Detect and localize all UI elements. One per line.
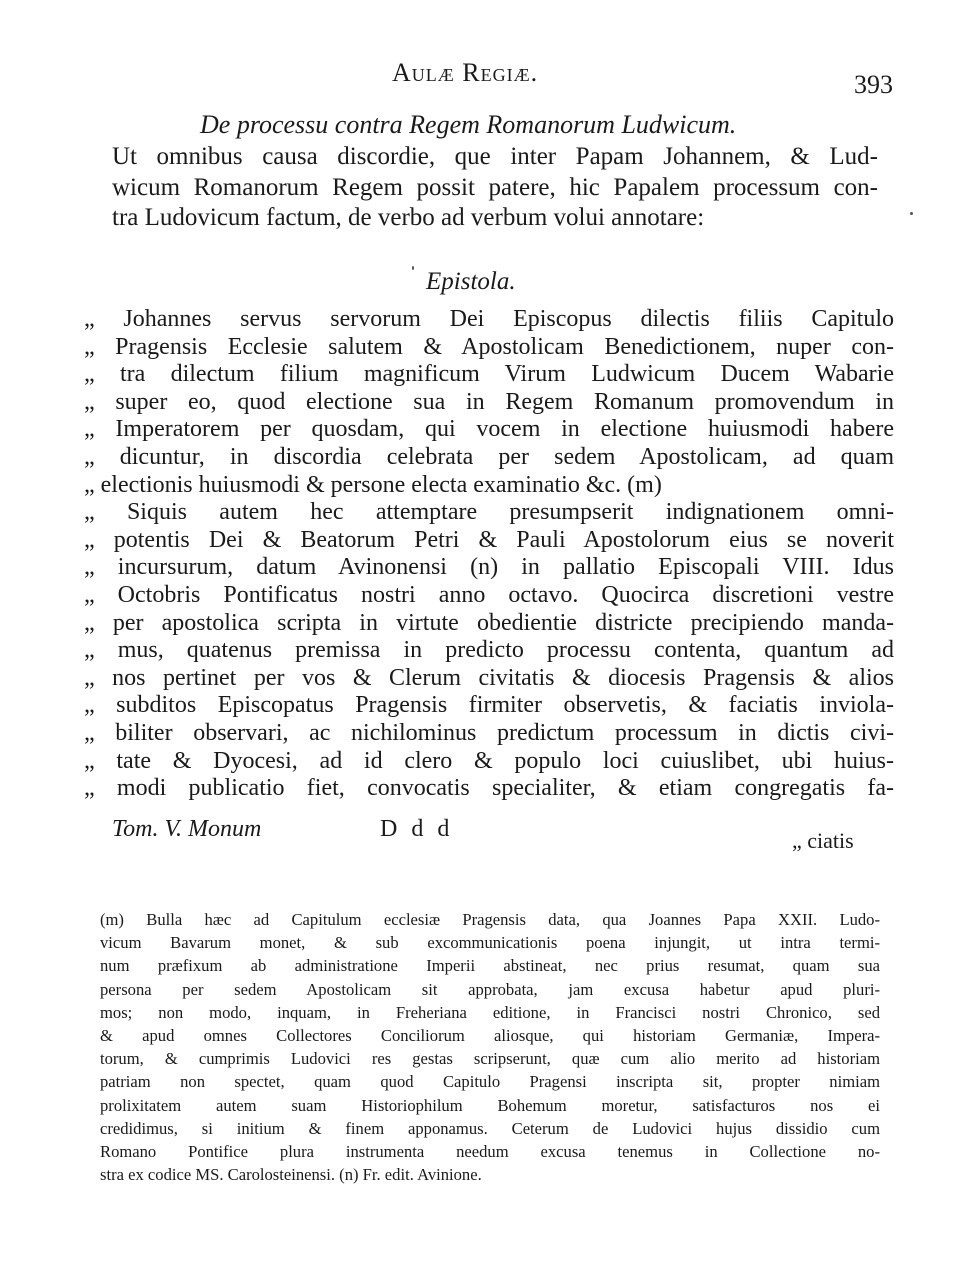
- signature-mark: D d d: [380, 816, 454, 842]
- text-line: „ modi publicatio fiet, convocatis specialiter, & etiam congregatis fa-: [84, 775, 894, 802]
- text-line: „ incursurum, datum Avinonensi (n) in pallatio Episcopali VIII. Idus: [84, 554, 894, 581]
- footnote-line: persona per sedem Apostolicam sit approbata, jam excusa habetur apud pluri-: [100, 979, 880, 999]
- letter-body: [84, 306, 894, 803]
- page-header: [0, 52, 960, 99]
- text-line: tra Ludovicum factum, de verbo ad verbum volui annotare:: [112, 204, 705, 231]
- footnote-line: (m) Bulla hæc ad Capitulum ecclesiæ Pragensis data, qua Joannes Papa XXII. Ludo-: [100, 910, 880, 929]
- footnote: [100, 908, 880, 1186]
- ink-speck: [910, 212, 913, 215]
- text-line: „ tate & Dyocesi, ad id clero & populo loci cuiuslibet, ubi huius-: [84, 747, 894, 774]
- running-head: Aulæ Regiæ.: [392, 58, 539, 87]
- footnote-line: patriam non spectet, quam quod Capitulo Pragensi inscripta sit, propter nimiam: [100, 1072, 880, 1092]
- footnote-line: prolixitatem autem suam Historiophilum Bohemum moretur, satisfacturos nos ei: [100, 1095, 880, 1115]
- text-line: „ subditos Episcopatus Pragensis firmiter observetis, & faciatis inviola-: [84, 692, 894, 719]
- ink-speck: [412, 266, 414, 270]
- footnote-line: credidimus, si initium & finem apponamus. Ceterum de Ludovici hujus dissidio cum: [100, 1118, 880, 1138]
- text-line: „ Siquis autem hec attemptare presumpserit indignationem omni-: [84, 499, 894, 526]
- intro-paragraph: [112, 142, 878, 234]
- footnote-line: & apud omnes Collectores Conciliorum aliosque, qui historiam Germaniæ, Impera-: [100, 1026, 880, 1046]
- text-line: „ super eo, quod electione sua in Regem Romanum promovendum in: [84, 388, 894, 415]
- catchword: „ ciatis: [792, 828, 854, 853]
- page-number: 393: [854, 70, 893, 99]
- text-line: „ potentis Dei & Beatorum Petri & Pauli Apostolorum eius se noverit: [84, 526, 894, 553]
- footnote-line: mos; non modo, inquam, in Freheriana editione, in Francisci nostri Chronico, sed: [100, 1002, 880, 1022]
- text-line: „ tra dilectum filium magnificum Virum Ludwicum Ducem Wabarie: [84, 361, 894, 388]
- text-line: „ biliter observari, ac nichilominus predictum processum in dictis civi-: [84, 719, 894, 746]
- text-line: „ nos pertinet per vos & Clerum civitatis & diocesis Pragensis & alios: [84, 664, 894, 691]
- text-line: „ Johannes servus servorum Dei Episcopus dilectis filiis Capitulo: [84, 306, 894, 332]
- text-line: „ Octobris Pontificatus nostri anno octavo. Quocirca discretioni vestre: [84, 581, 894, 608]
- footnote-line: num præfixum ab administratione Imperii abstineat, nec prius resumat, quam sua: [100, 956, 880, 976]
- footnote-line: vicum Bavarum monet, & sub excommunicationis poena injungit, ut intra termi-: [100, 933, 880, 953]
- signature-row: [0, 816, 960, 856]
- text-line: „ Imperatorem per quosdam, qui vocem in electione huiusmodi habere: [84, 416, 894, 443]
- text-line: wicum Romanorum Regem possit patere, hic Papalem processum con-: [112, 173, 878, 201]
- text-line: „ mus, quatenus premissa in predicto processu contenta, quantum ad: [84, 637, 894, 664]
- text-line: „ electionis huiusmodi & persone electa examinatio &c. (m): [84, 471, 662, 498]
- epistle-heading: Epistola.: [426, 268, 516, 295]
- section-title: De processu contra Regem Romanorum Ludwicum.: [200, 110, 737, 139]
- volume-mark: Tom. V. Monum: [112, 816, 262, 842]
- text-line: „ Pragensis Ecclesie salutem & Apostolicam Benedictionem, nuper con-: [84, 333, 894, 360]
- text-line: Ut omnibus causa discordie, que inter Papam Johannem, & Lud-: [112, 143, 878, 170]
- text-line: „ per apostolica scripta in virtute obedientie districte precipiendo manda-: [84, 609, 894, 636]
- footnote-line: stra ex codice MS. Carolosteinensi. (n) Fr. edit. Avinione.: [100, 1165, 482, 1185]
- footnote-line: Romano Pontifice plura instrumenta needum excusa tenemus in Collectione no-: [100, 1142, 880, 1162]
- footnote-line: torum, & cumprimis Ludovici res gestas scripserunt, quæ cum alio merito ad historiam: [100, 1049, 880, 1069]
- text-line: „ dicuntur, in discordia celebrata per sedem Apostolicam, ad quam: [84, 443, 894, 470]
